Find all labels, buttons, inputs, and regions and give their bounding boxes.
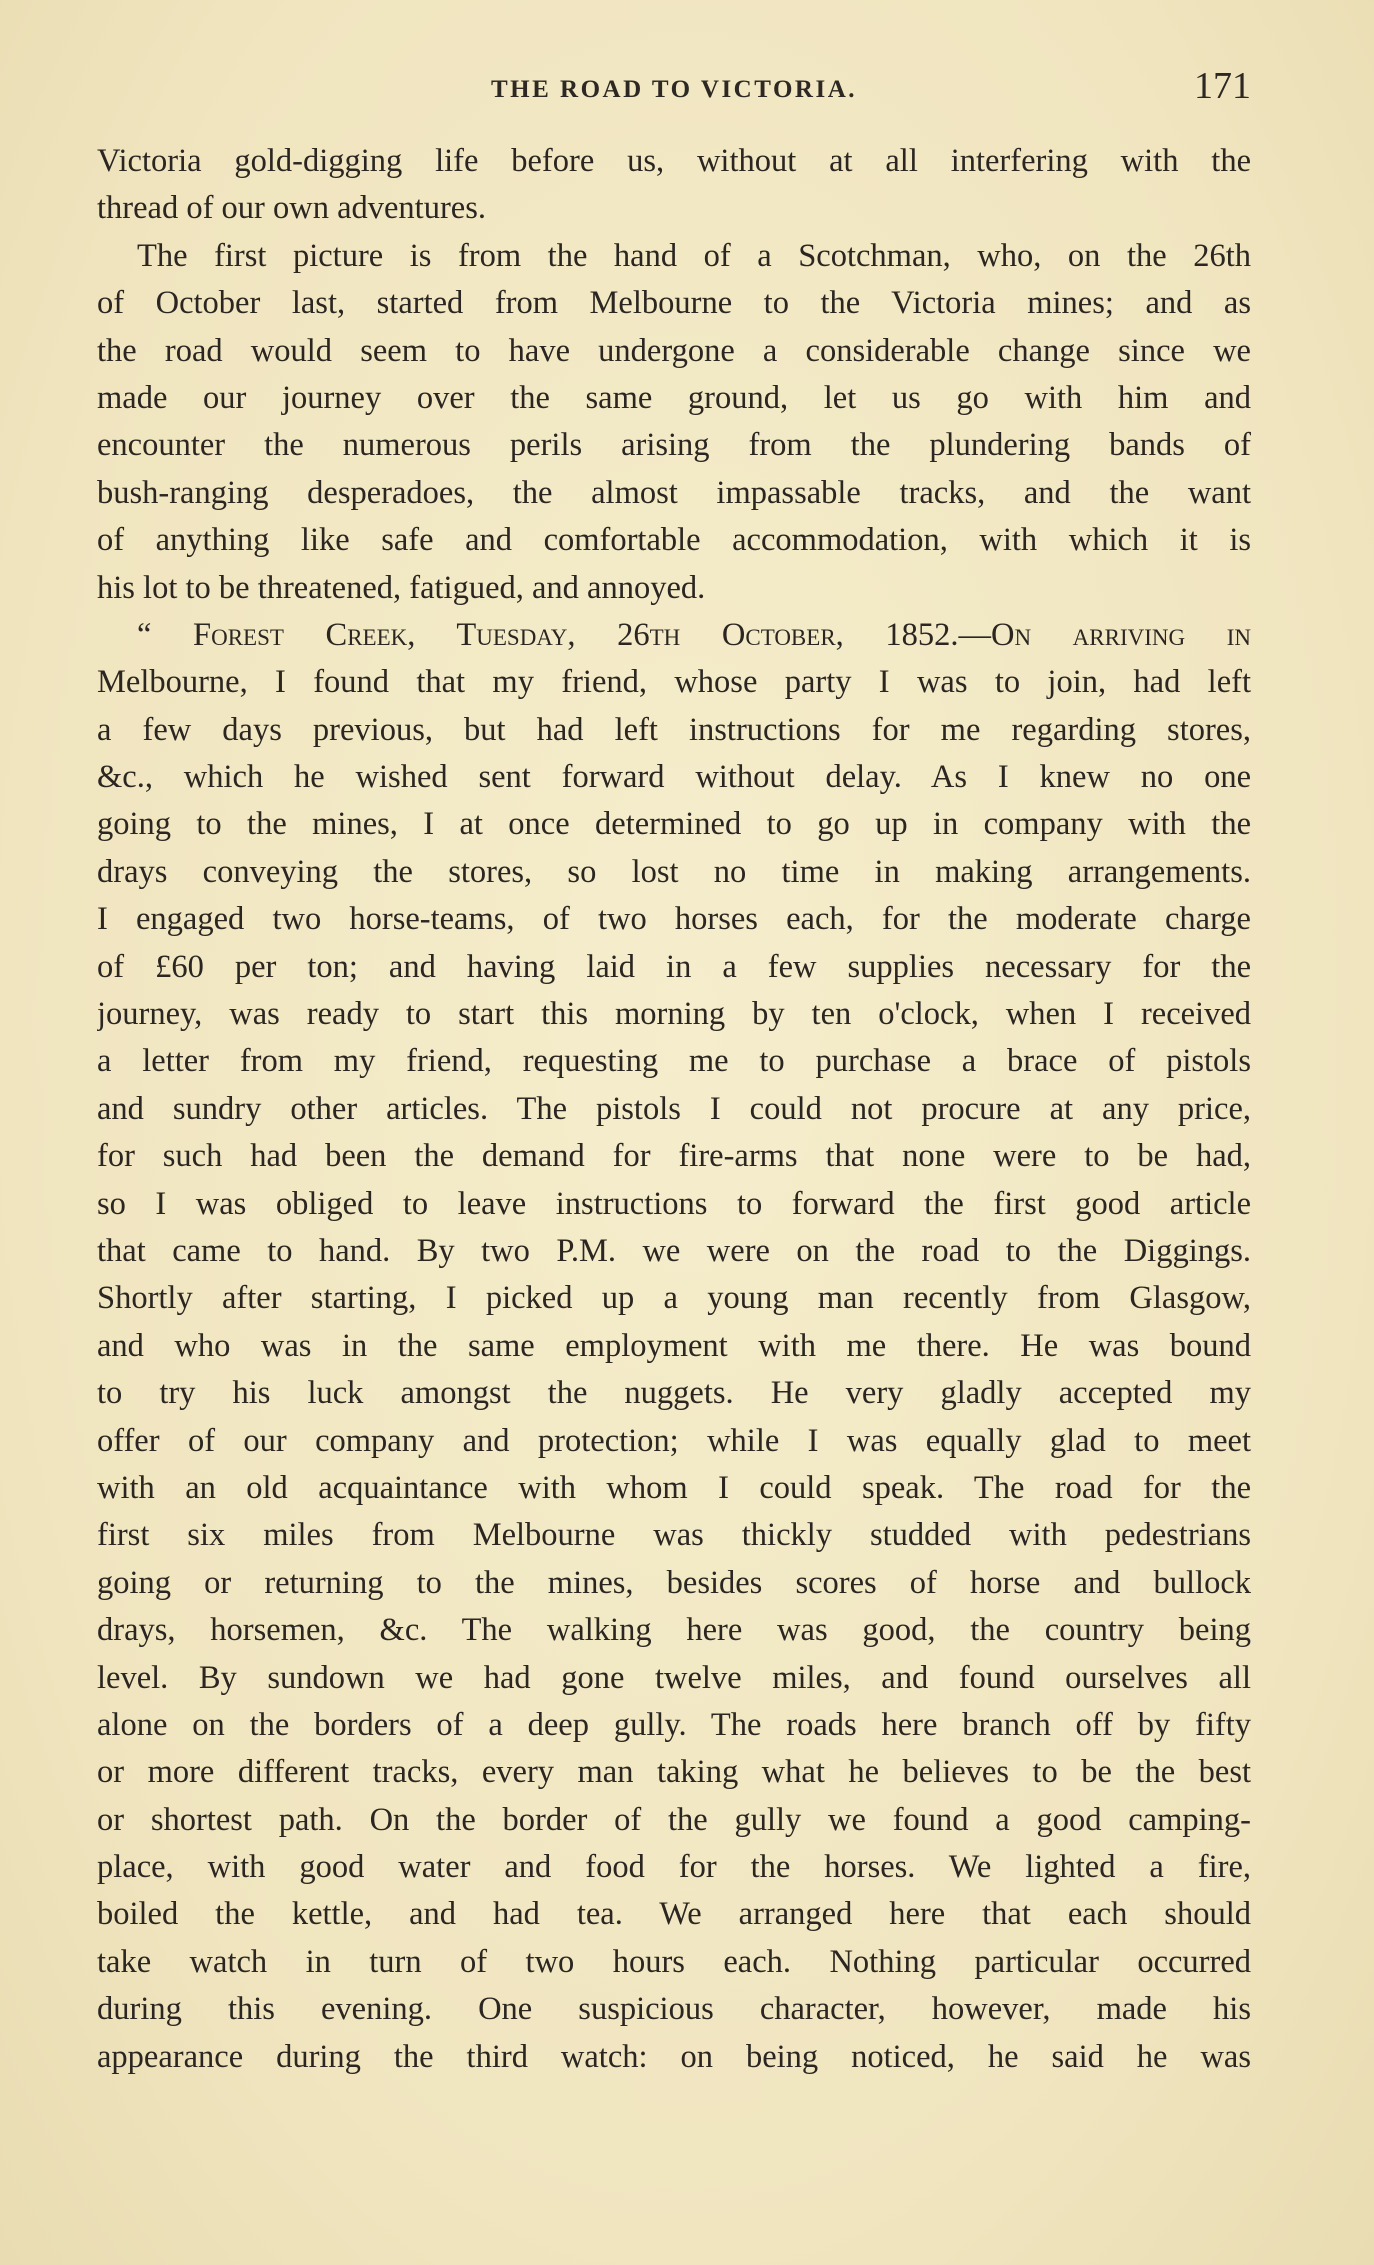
text-line: going or returning to the mines, besides scores of horse and bullock <box>97 1564 1251 1601</box>
body-text <box>97 138 1251 2081</box>
text-line: during this evening. One suspicious character, however, made his <box>97 1991 1251 2028</box>
text-line: take watch in turn of two hours each. Nothing particular occurred <box>97 1943 1251 1980</box>
text-line: of £60 per ton; and having laid in a few supplies necessary for the <box>97 948 1251 985</box>
text-line: the road would seem to have undergone a considerable change since we <box>97 332 1251 369</box>
text-line: his lot to be threatened, fatigued, and annoyed. <box>97 569 706 606</box>
text-line: I engaged two horse-teams, of two horses each, for the moderate charge <box>97 901 1251 938</box>
text-line: a letter from my friend, requesting me to purchase a brace of pistols <box>97 1043 1251 1080</box>
text-line: place, with good water and food for the horses. We lighted a fire, <box>97 1849 1251 1886</box>
text-line: to try his luck amongst the nuggets. He very gladly accepted my <box>97 1375 1251 1412</box>
page-number: 171 <box>1194 65 1251 107</box>
text-line: with an old acquaintance with whom I could speak. The road for the <box>97 1469 1251 1506</box>
text-line: Victoria gold-digging life before us, without at all interfering with the <box>97 143 1251 179</box>
text-line: bush-ranging desperadoes, the almost impassable tracks, and the want <box>97 474 1251 511</box>
text-line: or shortest path. On the border of the gully we found a good camping- <box>97 1801 1251 1838</box>
text-line: and sundry other articles. The pistols I could not procure at any price, <box>97 1090 1251 1127</box>
text-line: offer of our company and protection; while I was equally glad to meet <box>97 1422 1251 1459</box>
text-line: or more different tracks, every man taking what he believes to be the best <box>97 1754 1251 1791</box>
text-line: &c., which he wished sent forward without delay. As I knew no one <box>97 759 1251 796</box>
text-line: for such had been the demand for fire-arms that none were to be had, <box>97 1138 1251 1175</box>
running-title: THE ROAD TO VICTORIA. <box>490 76 857 103</box>
text-line: thread of our own adventures. <box>97 190 486 227</box>
text-line: alone on the borders of a deep gully. The roads here branch off by fifty <box>97 1706 1251 1743</box>
text-line: “ Forest Creek, Tuesday, 26th October, 1852.—On arriving in <box>137 616 1251 653</box>
text-line: drays conveying the stores, so lost no time in making arrangements. <box>97 853 1251 890</box>
text-line: journey, was ready to start this morning by ten o'clock, when I received <box>97 996 1251 1033</box>
text-line: appearance during the third watch: on being noticed, he said he was <box>97 2038 1251 2075</box>
text-line: going to the mines, I at once determined to go up in company with the <box>97 806 1251 843</box>
text-line: of anything like safe and comfortable accommodation, with which it is <box>97 522 1251 559</box>
text-line: Melbourne, I found that my friend, whose party I was to join, had left <box>97 664 1251 701</box>
text-line: Shortly after starting, I picked up a young man recently from Glasgow, <box>97 1280 1251 1317</box>
text-line: so I was obliged to leave instructions to forward the first good article <box>97 1185 1251 1222</box>
text-line: drays, horsemen, &c. The walking here was good, the country being <box>97 1612 1251 1649</box>
text-line: boiled the kettle, and had tea. We arranged here that each should <box>97 1896 1251 1933</box>
text-line: and who was in the same employment with me there. He was bound <box>97 1327 1251 1364</box>
text-line: that came to hand. By two P.M. we were on the road to the Diggings. <box>97 1232 1251 1269</box>
text-line: level. By sundown we had gone twelve miles, and found ourselves all <box>97 1659 1251 1696</box>
text-line: made our journey over the same ground, let us go with him and <box>97 379 1251 416</box>
text-line: encounter the numerous perils arising from the plundering bands of <box>97 427 1251 464</box>
text-line: The first picture is from the hand of a Scotchman, who, on the 26th <box>137 237 1251 274</box>
page-header <box>97 64 1251 114</box>
text-line: a few days previous, but had left instructions for me regarding stores, <box>97 711 1251 748</box>
text-line: of October last, started from Melbourne to the Victoria mines; and as <box>97 285 1251 322</box>
text-line: first six miles from Melbourne was thickly studded with pedestrians <box>97 1517 1251 1554</box>
